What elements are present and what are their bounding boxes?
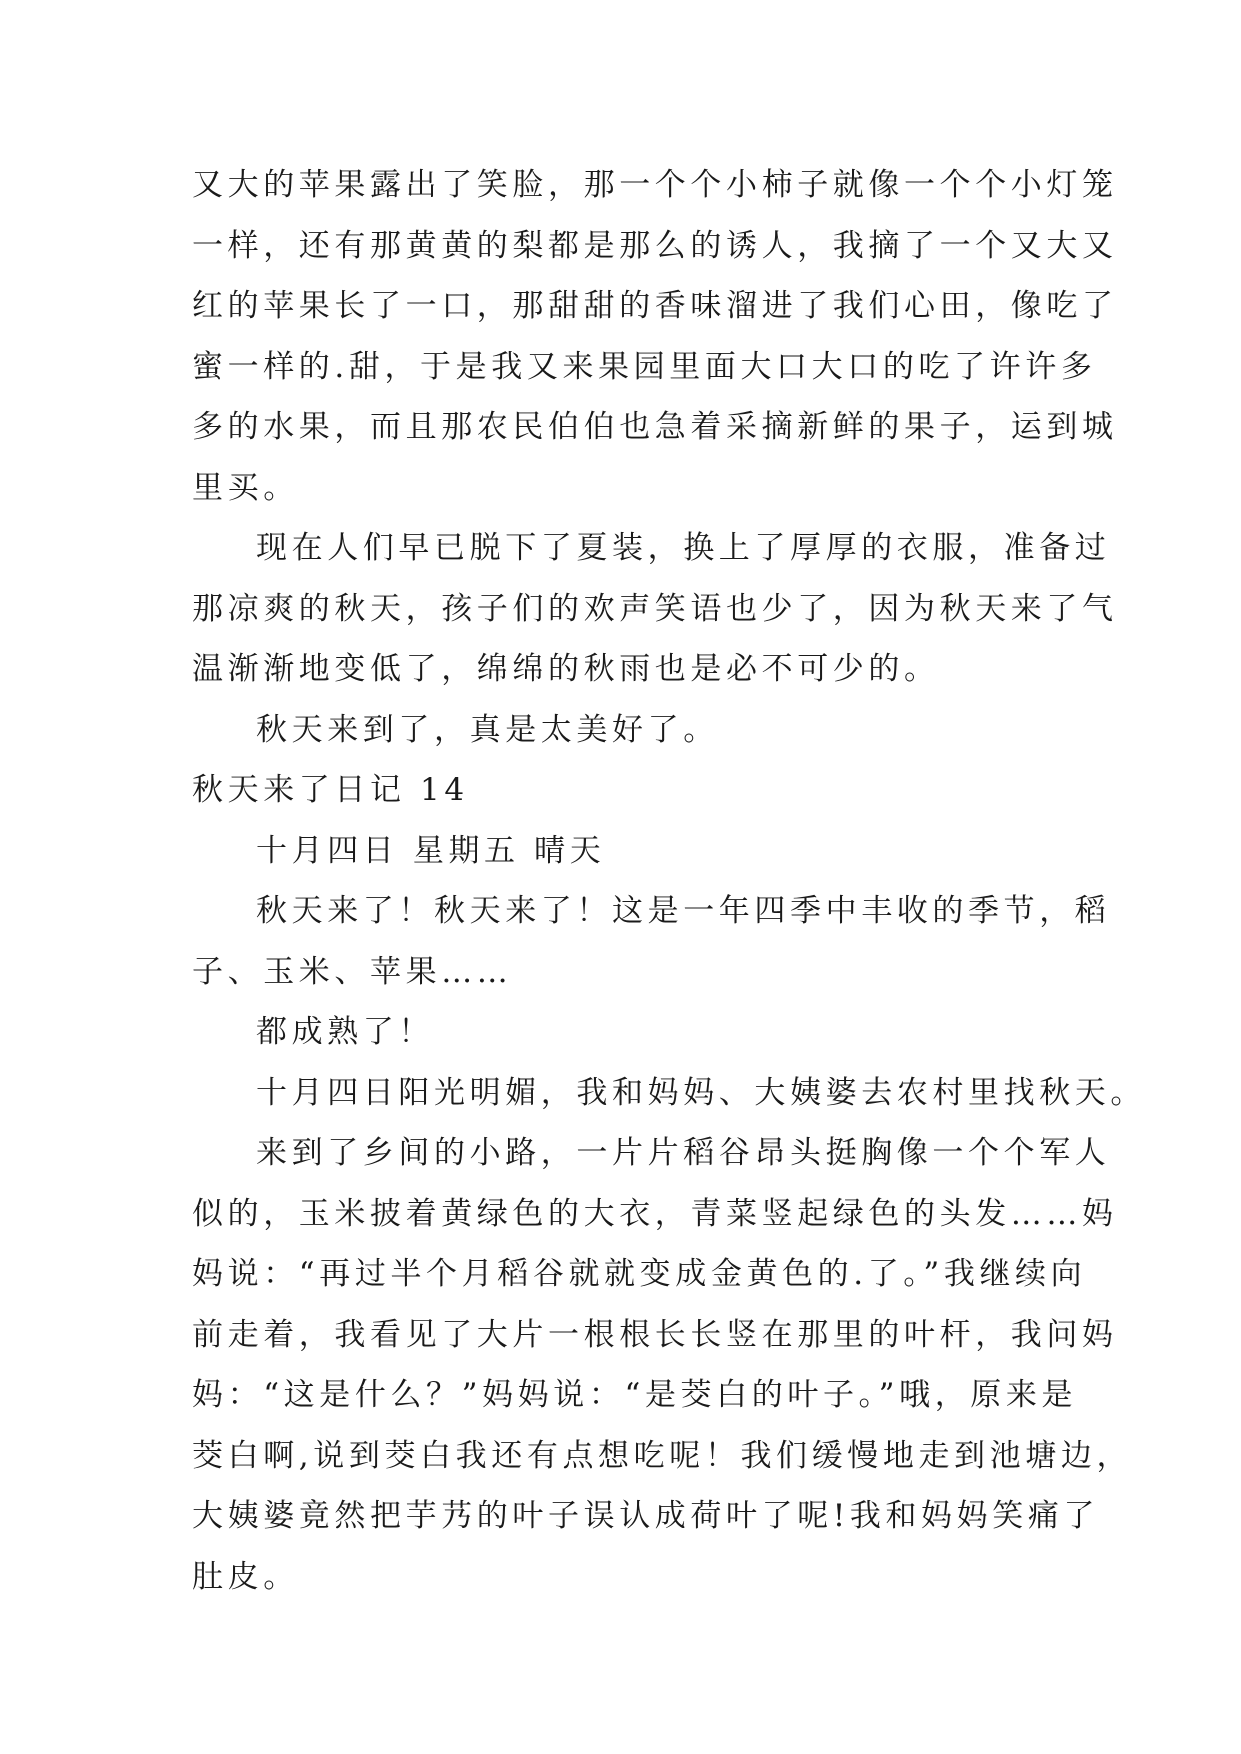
section-heading: 秋天来了日记 14	[192, 772, 469, 808]
paragraph-line: 大姨婆竟然把芋艿的叶子误认成荷叶了呢!我和妈妈笑痛了	[192, 1498, 1100, 1534]
paragraph-line: 又大的苹果露出了笑脸，那一个个小柿子就像一个个小灯笼	[192, 167, 1118, 203]
paragraph-line: 茭白啊,说到茭白我还有点想吃呢！我们缓慢地走到池塘边，	[192, 1437, 1133, 1474]
paragraph-line: 都成熟了！	[256, 1014, 434, 1050]
paragraph-line: 现在人们早已脱下了夏装，换上了厚厚的衣服，准备过	[256, 530, 1111, 566]
paragraph-line: 子、玉米、苹果……	[192, 953, 513, 990]
paragraph-line: 来到了乡间的小路，一片片稻谷昂头挺胸像一个个军人	[256, 1135, 1111, 1171]
paragraph-line: 妈说：“再过半个月稻谷就就变成金黄色的.了。”我继续向	[192, 1256, 1087, 1292]
paragraph-line: 秋天来了！秋天来了！这是一年四季中丰收的季节，稻	[256, 893, 1111, 929]
paragraph-line: 红的苹果长了一口，那甜甜的香味溜进了我们心田，像吃了	[192, 288, 1118, 324]
date-line: 十月四日 星期五 晴天	[256, 832, 606, 869]
paragraph-line: 前走着，我看见了大片一根根长长竖在那里的叶杆，我问妈	[192, 1316, 1118, 1353]
paragraph-line: 那凉爽的秋天，孩子们的欢声笑语也少了，因为秋天来了气	[192, 590, 1118, 627]
paragraph-line: 似的，玉米披着黄绿色的大衣，青菜竖起绿色的头发……妈	[192, 1195, 1118, 1232]
paragraph-line: 妈：“这是什么？”妈妈说：“是茭白的叶子。”哦，原来是	[192, 1377, 1078, 1413]
paragraph-line: 温渐渐地变低了，绵绵的秋雨也是必不可少的。	[192, 651, 940, 687]
paragraph-line: 多的水果，而且那农民伯伯也急着采摘新鲜的果子，运到城	[192, 409, 1118, 445]
paragraph-line: 肚皮。	[192, 1558, 299, 1595]
paragraph-line: 一样，还有那黄黄的梨都是那么的诱人，我摘了一个又大又	[192, 227, 1118, 264]
paragraph-line: 十月四日阳光明媚，我和妈妈、大姨婆去农村里找秋天。	[256, 1074, 1146, 1111]
paragraph-line: 蜜一样的.甜，于是我又来果园里面大口大口的吃了许许多	[192, 348, 1097, 385]
document-body	[192, 155, 1146, 1607]
paragraph-line: 里买。	[192, 469, 299, 506]
paragraph-line: 秋天来到了，真是太美好了。	[256, 711, 719, 748]
